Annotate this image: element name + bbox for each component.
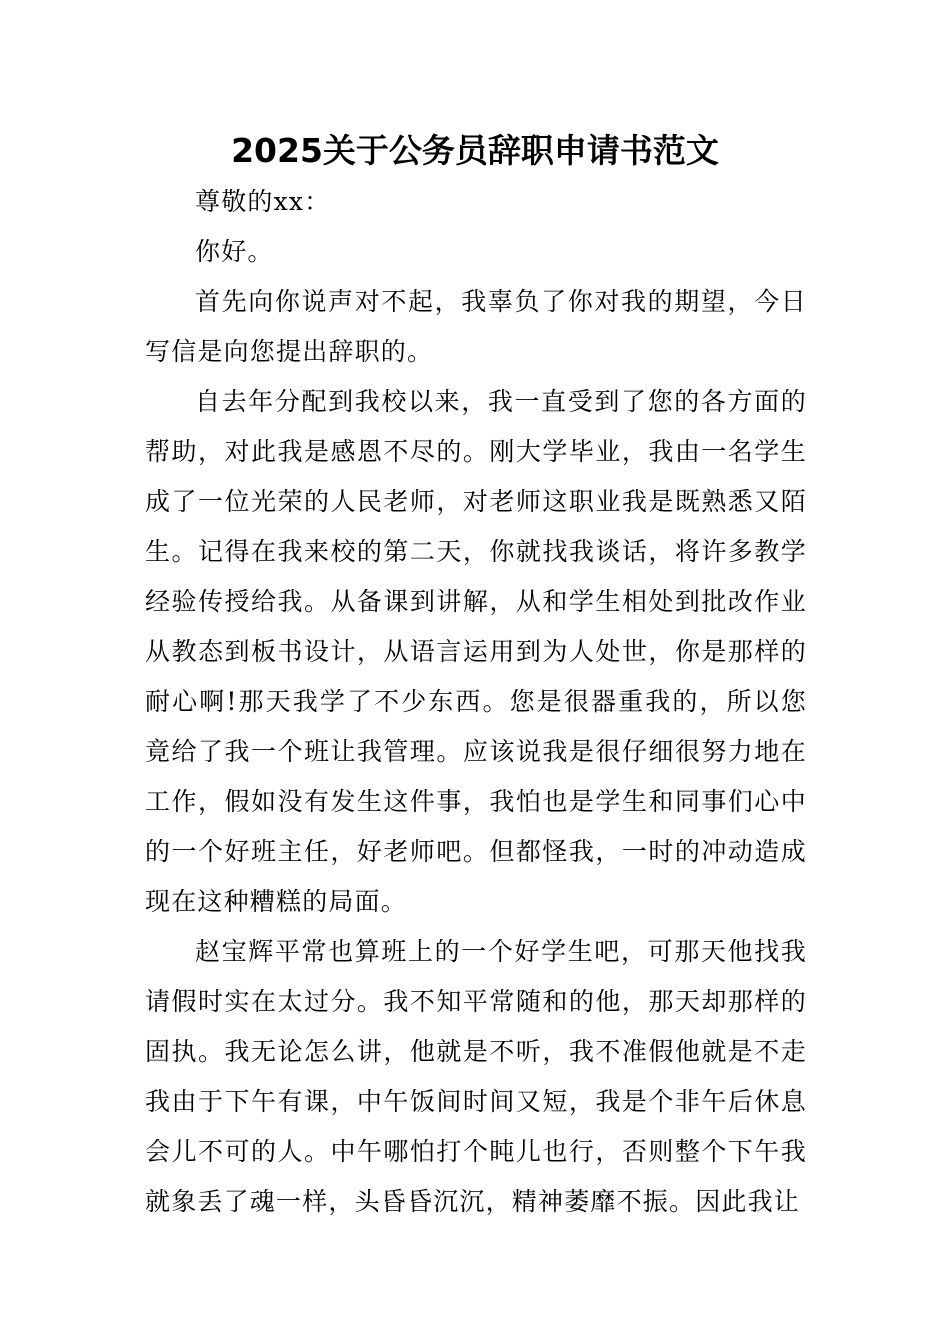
paragraph-gratitude: 自去年分配到我校以来，我一直受到了您的各方面的帮助，对此我是感恩不尽的。刚大学毕业，我由一名学生成了一位光荣的人民老师，对老师这职业我是既熟悉又陌生。记得在我来校的第二天，你就找我谈话，将许多教学经验传授给我。从备课到讲解，从和学生相处到批改作业从教态到板书设计，从语言运用到为人处世，你是那样的耐心啊!那天我学了不少东西。您是很器重我的，所以您竟给了我一个班让我管理。应该说我是很仔细很努力地在工作，假如没有发生这件事，我怕也是学生和同事们心中的一个好班主任，好老师吧。但都怪我，一时的冲动造成现在这种糟糕的局面。 [145, 387, 807, 916]
document-body [145, 177, 807, 1227]
document-title: 2025关于公务员辞职申请书范文 [231, 131, 719, 170]
paragraph-apology: 首先向你说声对不起，我辜负了你对我的期望，今日写信是向您提出辞职的。 [145, 287, 807, 366]
paragraph-incident: 赵宝辉平常也算班上的一个好学生吧，可那天他找我请假时实在太过分。我不知平常随和的他，那天却那样的固执。我无论怎么讲，他就是不听，我不准假他就是不走我由于下午有课，中午饭间时间又短，我是个非午后休息会儿不可的人。中午哪怕打个盹儿也行，否则整个下午我就象丢了魂一样，头昏昏沉沉，精神萎靡不振。因此我让 [145, 937, 807, 1216]
greeting: 你好。 [195, 237, 274, 266]
salutation: 尊敬的xx： [195, 187, 331, 216]
